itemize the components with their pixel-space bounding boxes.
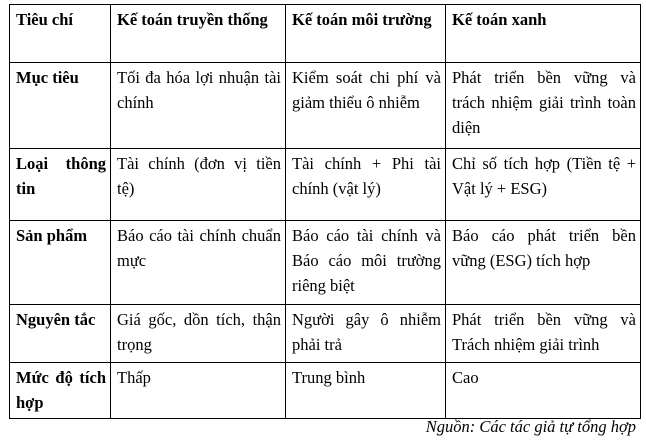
cell-traditional: Tài chính (đơn vị tiền tệ) — [111, 149, 286, 221]
row-criterion: Loại thông tin — [10, 149, 111, 221]
cell-traditional: Thấp — [111, 363, 286, 419]
cell-green: Phát triển bền vững và trách nhiệm giải trình toàn diện — [446, 63, 641, 149]
cell-environmental: Người gây ô nhiễm phải trả — [286, 305, 446, 363]
table-row — [10, 363, 641, 419]
comparison-table — [9, 4, 641, 419]
row-criterion: Nguyên tắc — [10, 305, 111, 363]
header-row — [10, 5, 641, 63]
cell-environmental: Báo cáo tài chính và Báo cáo môi trường riêng biệt — [286, 221, 446, 305]
row-criterion: Sản phẩm — [10, 221, 111, 305]
table-row — [10, 221, 641, 305]
cell-traditional: Giá gốc, dồn tích, thận trọng — [111, 305, 286, 363]
cell-green: Chỉ số tích hợp (Tiền tệ + Vật lý + ESG) — [446, 149, 641, 221]
header-criteria: Tiêu chí — [10, 5, 111, 63]
cell-environmental: Tài chính + Phi tài chính (vật lý) — [286, 149, 446, 221]
cell-green: Phát triển bền vững và Trách nhiệm giải trình — [446, 305, 641, 363]
source-note: Nguồn: Các tác giả tự tổng hợp — [425, 417, 636, 436]
cell-green: Báo cáo phát triển bền vững (ESG) tích hợp — [446, 221, 641, 305]
cell-environmental: Trung bình — [286, 363, 446, 419]
header-environmental-accounting: Kế toán môi trường — [286, 5, 446, 63]
cell-traditional: Báo cáo tài chính chuẩn mực — [111, 221, 286, 305]
table-row — [10, 149, 641, 221]
row-criterion: Mức độ tích hợp — [10, 363, 111, 419]
cell-traditional: Tối đa hóa lợi nhuận tài chính — [111, 63, 286, 149]
row-criterion: Mục tiêu — [10, 63, 111, 149]
table-row — [10, 63, 641, 149]
header-green-accounting: Kế toán xanh — [446, 5, 641, 63]
table-row — [10, 305, 641, 363]
cell-green: Cao — [446, 363, 641, 419]
cell-environmental: Kiểm soát chi phí và giảm thiểu ô nhiễm — [286, 63, 446, 149]
header-traditional-accounting: Kế toán truyền thống — [111, 5, 286, 63]
